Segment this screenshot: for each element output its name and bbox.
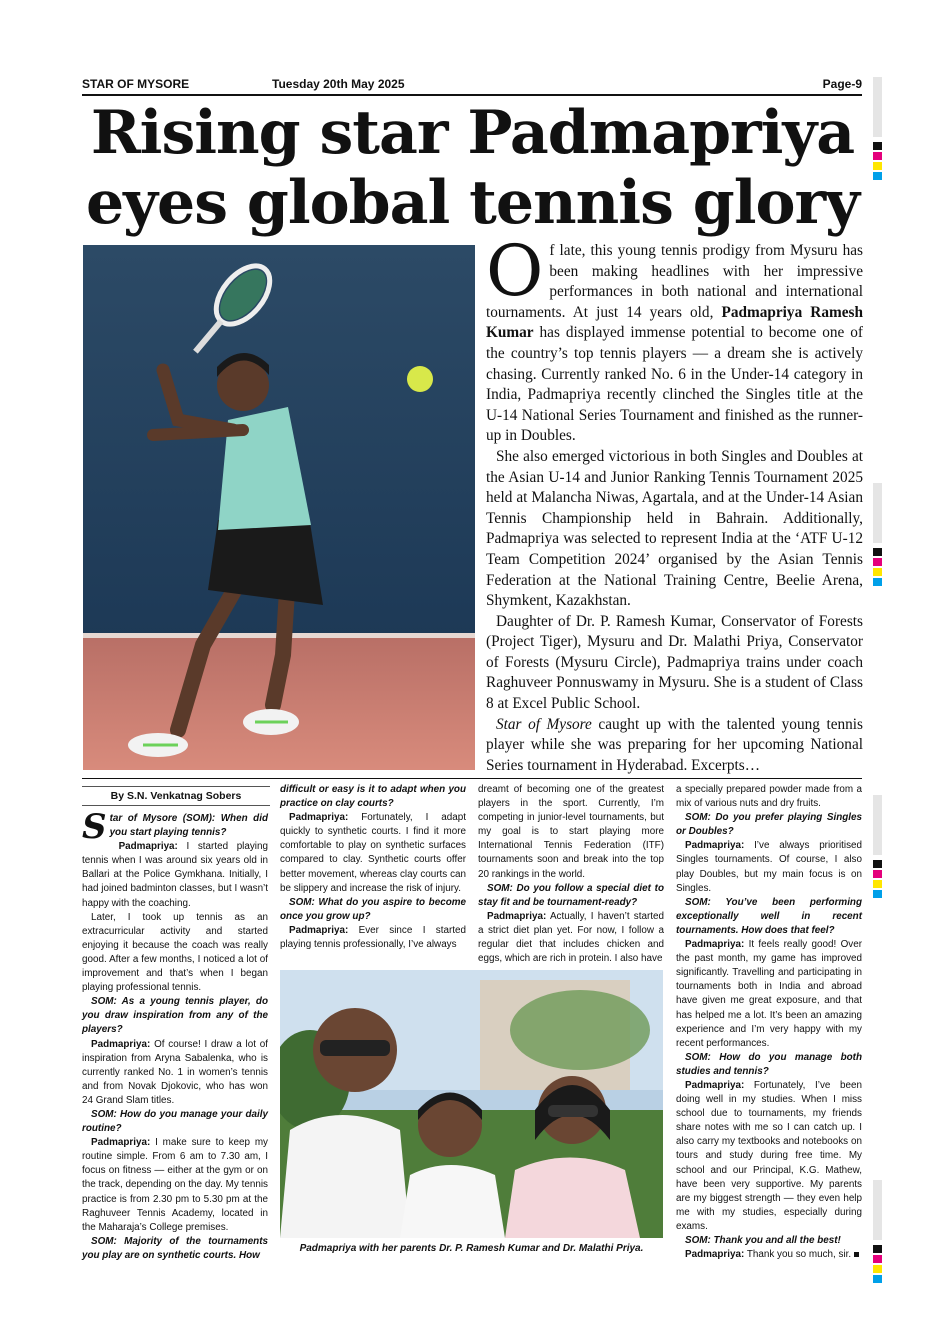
a6: Actually, I haven’t started a strict diet plan yet. For now, I follow a regular diet that includes chicken and eggs, which are rich in protein. I also have xyxy=(478,910,664,965)
speaker-label: Padmapriya: xyxy=(685,1249,745,1261)
tennis-ball xyxy=(407,366,433,392)
section-rule xyxy=(82,778,862,779)
lead-p3: Daughter of Dr. P. Ramesh Kumar, Conservator of Forests (Project Tiger), Mysuru and Dr. Malathi Priya, Conservator of Forests (Mysuru Circle), Padmapriya trains under coach Raghuveer Ponnuswamy in Mysuru. She is a student of Class 8 at Excel Public School. xyxy=(486,612,863,713)
speaker-label: Padmapriya: xyxy=(685,939,745,951)
speaker-label: Padmapriya: xyxy=(289,812,349,824)
lead-p1-name: Padmapriya Ramesh Kumar xyxy=(486,303,863,342)
header-rule xyxy=(82,94,862,96)
q2: SOM: As a young tennis player, do you draw inspiration from any of the players? xyxy=(82,996,268,1036)
lead-p1-b: has displayed immense potential to become one of the country’s top tennis players — a dream she is actively chasing. Currently ranked No. 6 in the Under-14 category in India, Padmapriya recently clinched the Singles title at the U-14 National Series Tournament and finished as the runner-up in Doubles. xyxy=(486,324,863,445)
page-number: Page-9 xyxy=(822,77,862,91)
byline: By S.N. Venkatnag Sobers xyxy=(82,786,270,806)
lead-dropcap: O xyxy=(486,230,544,312)
interview-dropcap: S xyxy=(82,807,107,847)
family-illustration xyxy=(280,970,663,1238)
tennis-player-illustration xyxy=(83,245,475,770)
paper-name: STAR OF MYSORE xyxy=(82,77,190,91)
lead-article xyxy=(486,230,864,776)
issue-date: Tuesday 20th May 2025 xyxy=(272,77,405,91)
photo-caption: Padmapriya with her parents Dr. P. Ramesh Kumar and Dr. Malathi Priya. xyxy=(299,1243,644,1254)
a1b: Later, I took up tennis as an extracurricular activity and started enjoying it because the coach was really good. After a few months, I noticed a lot of improvement and that’s when I began playing professional tennis. xyxy=(82,911,268,994)
page-header xyxy=(82,77,862,92)
lead-p2: She also emerged victorious in both Singles and Doubles at the Asian U-14 and Junior Ranking Tennis Tournament 2025 held at Malancha Niwas, Agartala, and at the Under-14 Asian Tennis Championship held in Bahrain. Additionally, Padmapriya was selected to represent India at the ‘ATF U-12 Team Competition 2024’ organised by the Asian Tennis Federation at the National Training Centre, Beelie Arena, Shymkent, Kazakhstan. xyxy=(486,447,863,610)
lead-p1-a: f late, this young tennis prodigy from Mysuru has been making headlines with her impressive performances in both national and international tournaments. At just 14 years old, xyxy=(486,242,863,321)
q5: SOM: What do you aspire to become once you grow up? xyxy=(280,896,466,922)
speaker-label: Padmapriya: xyxy=(91,1137,151,1149)
q1: tar of Mysore (SOM): When did you start playing tennis? xyxy=(109,813,268,839)
interview-column-1 xyxy=(82,807,268,1263)
speaker-label: Padmapriya: xyxy=(487,910,547,922)
speaker-label: Padmapriya: xyxy=(91,1038,151,1050)
a10: Thank you so much, sir. xyxy=(744,1249,852,1261)
a1: I started playing tennis when I was around six years old in Ballari at the Police Gymkhana. Initially, I had joined badminton classes, but I wasn’t happy with the coaching. xyxy=(82,841,268,909)
a7: I’ve always prioritised Singles tournaments. Of course, I also play Doubles, but my main focus is on Singles. xyxy=(676,840,862,894)
speaker-label: Padmapriya: xyxy=(685,840,745,852)
tennis-action-photo xyxy=(83,245,475,770)
q4: SOM: Majority of the tournaments you play are on synthetic courts. How xyxy=(82,1235,268,1261)
speaker-label: Padmapriya: xyxy=(685,1079,745,1091)
headline-line-2: eyes global tennis glory xyxy=(86,168,859,238)
q10: SOM: Thank you and all the best! xyxy=(685,1235,841,1246)
a5b: dreamt of becoming one of the greatest players in the sport. Currently, I’m competing in junior-level tournaments, but my goal is to start playing more International Tennis Federation (ITF) tournaments soon and break into the top 20 rankings in the world. xyxy=(478,784,664,880)
family-photo xyxy=(280,970,663,1238)
q8: SOM: You’ve been performing exceptionally well in recent tournaments. How does that feel? xyxy=(676,896,862,936)
q7: SOM: Do you prefer playing Singles or Doubles? xyxy=(676,812,862,838)
a8: It feels really good! Over the past month, my game has improved significantly. Travelling and participating in tournaments both in India and abroad have given me great exposure, and that has helped me a lot. It’s been an amazing experience and I’m very happy with my recent performances. xyxy=(676,939,862,1049)
interview-column-4 xyxy=(676,783,862,1262)
speaker-label: Padmapriya: xyxy=(289,924,349,936)
lead-p4: caught up with the talented young tennis player while she was preparing for her upcoming National Series tournament in Hyderabad. Excerpts… xyxy=(486,715,864,774)
a2: Of course! I draw a lot of inspiration from Aryna Sabalenka, who is currently ranked No. 1 in women’s tennis and from Novak Djokovic, who has won 24 Grand Slam titles. xyxy=(82,1038,268,1106)
a4: Fortunately, I adapt quickly to synthetic courts. I find it more comfortable to play on synthetic surfaces compared to clay. Synthetic courts offer better movement, whereas clay courts can be slippery and increase the risk of injury. xyxy=(280,812,466,894)
speaker-label: Padmapriya: xyxy=(118,841,178,853)
headline-line-1: Rising star Padmapriya xyxy=(90,98,855,168)
q3: SOM: How do you manage your daily routine? xyxy=(82,1108,268,1135)
q4b: difficult or easy is it to adapt when you practice on clay courts? xyxy=(280,784,466,810)
q6: SOM: Do you follow a special diet to stay fit and be tournament-ready? xyxy=(478,882,664,908)
end-mark xyxy=(854,1252,859,1257)
a5: Ever since I started playing tennis professionally, I’ve always xyxy=(280,924,466,951)
a3: I make sure to keep my routine simple. From 6 am to 7.30 am, I focus on fitness — either at the gym or on the track, depending on the day. My tennis practice is from 2.30 pm to 5.30 pm at the Raghuveer Tennis Academy, located in the Maharaja’s College premises. xyxy=(82,1137,268,1233)
q9: SOM: How do you manage both studies and tennis? xyxy=(676,1051,862,1077)
lead-p4-em: Star of Mysore xyxy=(496,715,592,733)
a6b: a specially prepared powder made from a mix of various nuts and dry fruits. xyxy=(676,784,862,810)
interview-column-3 xyxy=(478,783,664,966)
a9: Fortunately, I’ve been doing well in my studies. When I miss school due to tournaments, my friends share notes with me so I can catch up. I also carry my textbooks and notebooks on tours and study during free time. My school and our Principal, K.G. Mathew, have been very supportive. My parents are my biggest strength — they even help me with my studies, especially during exams. xyxy=(676,1079,862,1232)
interview-column-2 xyxy=(280,783,466,952)
